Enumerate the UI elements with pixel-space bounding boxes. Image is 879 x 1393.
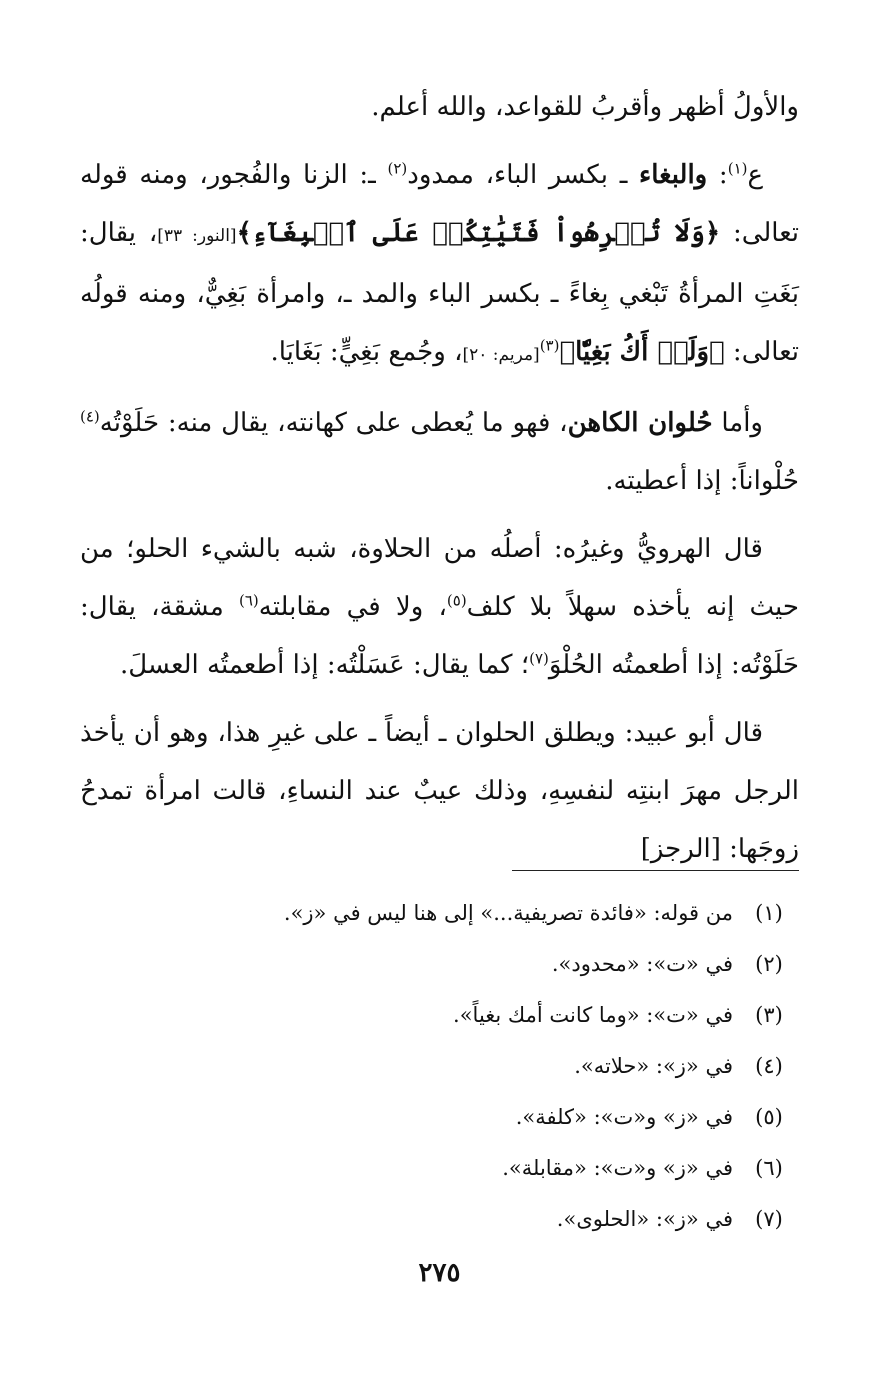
footnote-ref: (١)	[727, 159, 748, 178]
verse-citation: [مريم: ٢٠]	[462, 345, 540, 365]
footnote-text: في «ت»: «محدود».	[551, 952, 733, 976]
footnote-number: (٢)	[755, 952, 783, 976]
quran-verse: ﴿وَلَمۡ أَكُ بَغِيّٗا﴾	[559, 337, 725, 367]
footnote-text: في «ز»: «الحلوى».	[556, 1207, 733, 1231]
footnote-text: في «ز» و«ت»: «مقابلة».	[502, 1156, 733, 1180]
text-run: ؛ كما يقال: عَسَلْتُه: إذا أطعمتُه العسلَ.	[119, 650, 530, 680]
footnote-ref: (٤)	[80, 407, 100, 426]
text-run: ـ: الزنا والفُجور، ومنه قوله تعالى:	[80, 160, 800, 248]
footnote-text: في «ت»: «وما كانت أمك بغياً».	[453, 1003, 733, 1027]
paragraph	[80, 146, 799, 384]
paragraph	[80, 520, 799, 694]
footnote-item	[80, 939, 799, 990]
text-run: حُلْواناً: إذا أعطيته.	[605, 466, 799, 496]
text-run: ، فهو ما يُعطى على كهانته، يقال منه: حَلَوْتُه	[99, 408, 568, 438]
footnote-ref: (٦)	[238, 591, 259, 610]
footnote-item	[80, 1194, 799, 1245]
page-number: ٢٧٥	[418, 1258, 461, 1288]
text-run: والأولُ أظهر وأقربُ للقواعد، والله أعلم.	[371, 92, 799, 122]
text-run: وأما	[712, 408, 763, 438]
footnote-item	[80, 990, 799, 1041]
footnote-number: (٥)	[755, 1105, 783, 1129]
footnote-number: (١)	[755, 901, 783, 925]
text-run: قال أبو عبيد: ويطلق الحلوان ـ أيضاً ـ على غيرِ هذا، وهو أن يأخذ الرجل مهرَ ابنتِه لنفسِهِ، وذلك عيبٌ عند النساءِ، قالت امرأة تمدحُ زوجَها: [الرجز]	[80, 718, 799, 864]
footnote-ref: (٣)	[539, 336, 560, 355]
footnote-number: (٧)	[755, 1207, 783, 1231]
text-run: قال الهرويُّ وغيرُه: أصلُه من الحلاوة، شبه بالشيء الحلو؛ من حيث إنه يأخذه سهلاً بلا كلف	[80, 534, 799, 622]
footnote-item	[80, 1092, 799, 1143]
footnote-ref: (٥)	[446, 591, 467, 610]
footnotes	[80, 888, 799, 1245]
text-run: :	[707, 160, 728, 190]
footnote-item	[80, 1143, 799, 1194]
quran-verse: ﴿وَلَا تُكۡرِهُواْ فَتَيَٰتِكُمۡ عَلَى ٱلۡبِغَآءِ﴾	[236, 218, 721, 248]
term-heading: حُلوان الكاهن	[567, 408, 713, 438]
footnote-ref: (٢)	[387, 159, 408, 178]
paragraph	[80, 704, 799, 878]
text-run: ، ولا في مقابلته	[258, 592, 447, 622]
footnote-text: في «ز» و«ت»: «كلفة».	[515, 1105, 733, 1129]
text-run: ، وجُمع بَغِيٍّ: بَغَايَا.	[270, 337, 463, 367]
main-text	[80, 78, 799, 888]
term-heading: والبغاء	[639, 160, 708, 190]
text-run: ، يقال: بَغَتِ المرأةُ تَبْغي بِغاءً ـ بكسر الباء والمد ـ، وامرأة بَغِيٌّ، ومنه قولُه تعالى:	[80, 218, 799, 367]
text-run: مشقة، يقال: حَلَوْتُه: إذا أطعمتُه الحُلْوَ	[80, 592, 799, 680]
footnote-item	[80, 888, 799, 939]
verse-citation: [النور: ٣٣]	[157, 226, 237, 246]
footnote-separator	[512, 870, 799, 871]
footnote-number: (٣)	[755, 1003, 783, 1027]
paragraph	[80, 394, 799, 510]
footnote-number: (٤)	[755, 1054, 783, 1078]
footnote-ref: (٧)	[529, 649, 549, 668]
footnote-number: (٦)	[755, 1156, 783, 1180]
text-run: ـ بكسر الباء، ممدود	[407, 160, 639, 190]
footnote-item	[80, 1041, 799, 1092]
footnote-text: من قوله: «فائدة تصريفية...» إلى هنا ليس في «ز».	[283, 901, 733, 925]
footnote-text: في «ز»: «حلاته».	[574, 1054, 733, 1078]
text-run: ع	[747, 160, 763, 190]
paragraph	[80, 78, 799, 136]
